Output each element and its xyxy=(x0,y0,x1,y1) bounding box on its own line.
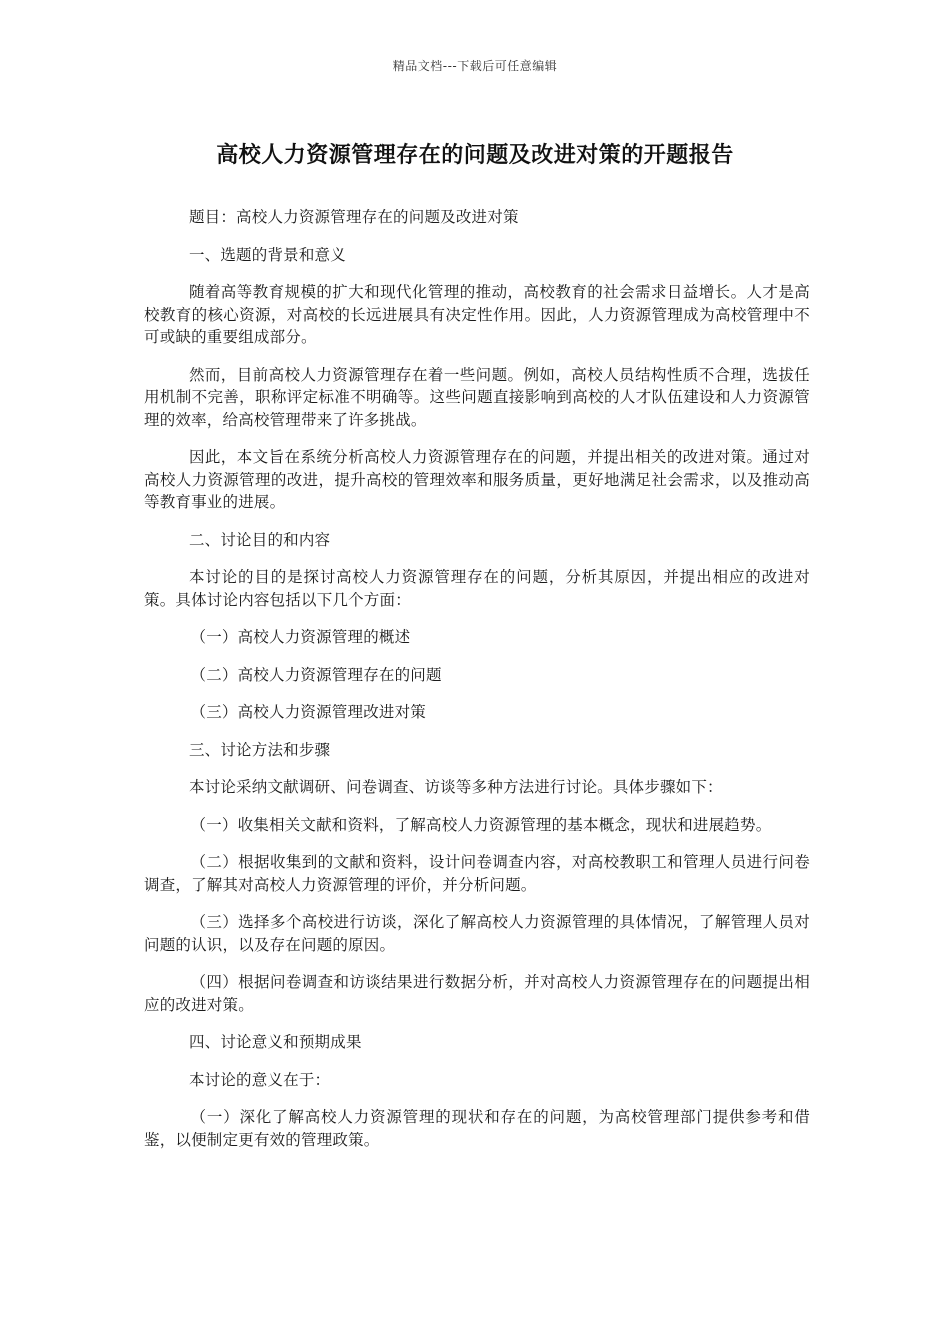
body-paragraph: 然而，目前高校人力资源管理存在着一些问题。例如，高校人员结构性质不合理，选拔任用机制不完善，职称评定标准不明确等。这些问题直接影响到高校的人才队伍建设和人力资源管理的效率，给高校管理带来了许多挑战。 xyxy=(144,365,810,429)
body-paragraph: 本讨论采纳文献调研、问卷调查、访谈等多种方法进行讨论。具体步骤如下： xyxy=(188,778,723,796)
section-heading: 三、讨论方法和步骤 xyxy=(188,740,331,759)
list-item: （三）高校人力资源管理改进对策 xyxy=(190,703,427,721)
topic-line: 题目：高校人力资源管理存在的问题及改进对策 xyxy=(188,208,519,226)
list-item: （四）根据问卷调查和访谈结果进行数据分析，并对高校人力资源管理存在的问题提出相应的改进对策。 xyxy=(144,973,810,1014)
list-item: （一）高校人力资源管理的概述 xyxy=(190,628,411,646)
document-body xyxy=(144,206,810,1166)
list-item: （二）高校人力资源管理存在的问题 xyxy=(190,665,442,684)
list-item: （一）深化了解高校人力资源管理的现状和存在的问题，为高校管理部门提供参考和借鉴，以便制定更有效的管理政策。 xyxy=(144,1108,810,1149)
list-item: （三）选择多个高校进行访谈，深化了解高校人力资源管理的具体情况，了解管理人员对问题的认识，以及存在问题的原因。 xyxy=(144,913,810,954)
section-heading: 四、讨论意义和预期成果 xyxy=(188,1033,362,1051)
list-item: （一）收集相关文献和资料，了解高校人力资源管理的基本概念，现状和进展趋势。 xyxy=(190,815,772,834)
header-note: 精品文档---下载后可任意编辑 xyxy=(392,59,558,73)
body-paragraph: 随着高等教育规模的扩大和现代化管理的推动，高校教育的社会需求日益增长。人才是高校教育的核心资源，对高校的长远进展具有决定性作用。因此，人力资源管理成为高校管理中不可或缺的重要组成部分。 xyxy=(144,283,810,346)
list-item: （二）根据收集到的文献和资料，设计问卷调查内容，对高校教职工和管理人员进行问卷调查，了解其对高校人力资源管理的评价，并分析问题。 xyxy=(144,853,810,894)
section-heading: 一、选题的背景和意义 xyxy=(188,245,346,264)
body-paragraph: 本讨论的意义在于： xyxy=(188,1070,331,1089)
section-heading: 二、讨论目的和内容 xyxy=(188,530,331,549)
document-title: 高校人力资源管理存在的问题及改进对策的开题报告 xyxy=(216,143,734,168)
body-paragraph: 本讨论的目的是探讨高校人力资源管理存在的问题，分析其原因，并提出相应的改进对策。具体讨论内容包括以下几个方面： xyxy=(144,568,810,609)
body-paragraph: 因此，本文旨在系统分析高校人力资源管理存在的问题，并提出相关的改进对策。通过对高校人力资源管理的改进，提升高校的管理效率和服务质量，更好地满足社会需求，以及推动高等教育事业的进展。 xyxy=(144,448,810,511)
